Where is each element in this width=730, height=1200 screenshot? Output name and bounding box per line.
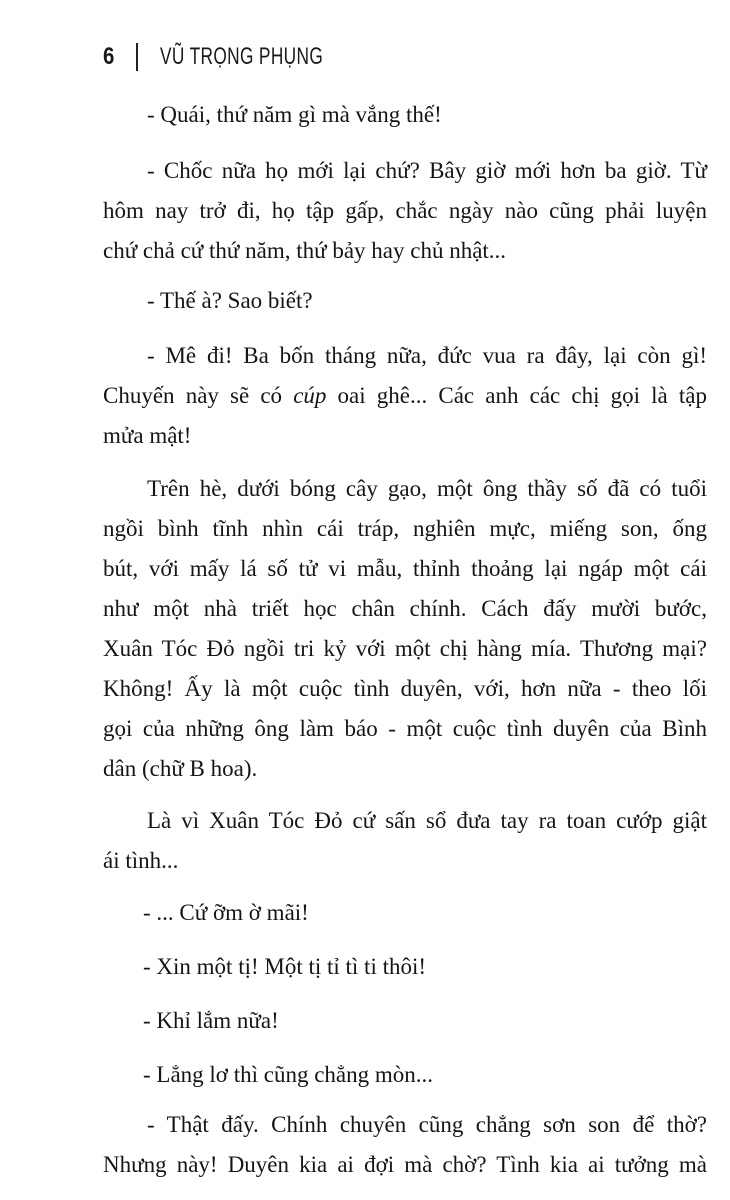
text-line: - Xin một tị! Một tị tỉ tì ti thôi! [143, 954, 427, 979]
text-line: - Thế à? Sao biết? [147, 288, 313, 313]
text-line: Xuân Tóc Đỏ ngồi tri kỷ với một chị hàng mía. Thương mại? [103, 636, 707, 661]
text-line: Nhưng này! Duyên kia ai đợi mà chờ? Tình kia ai tưởng mà [103, 1152, 707, 1177]
text-line: hôm nay trở đi, họ tập gấp, chắc ngày nào cũng phải luyện [103, 198, 707, 223]
text-line: như một nhà triết học chân chính. Cách đấy mười bước, [103, 596, 707, 621]
text-line: Không! Ấy là một cuộc tình duyên, với, hơn nữa - theo lối [103, 676, 707, 701]
text-line: - ... Cứ ỡm ờ mãi! [143, 900, 309, 925]
text-line [103, 381, 707, 411]
text-line: ái tình... [103, 848, 179, 873]
text-line: chứ chả cứ thứ năm, thứ bảy hay chủ nhật... [103, 238, 507, 263]
running-title: VŨ TRỌNG PHỤNG [160, 43, 324, 70]
text-line: Là vì Xuân Tóc Đỏ cứ sấn sổ đưa tay ra toan cướp giật [147, 808, 707, 833]
text-run: Chuyến này sẽ có [103, 383, 294, 408]
text-line: bút, với mấy lá số tử vi mẫu, thỉnh thoảng lại ngáp một cái [103, 556, 707, 581]
text-line: - Lẳng lơ thì cũng chẳng mòn... [143, 1062, 434, 1087]
page-number: 6 [103, 43, 115, 70]
text-line: ngồi bình tĩnh nhìn cái tráp, nghiên mực, miếng son, ống [103, 516, 707, 541]
text-run: oai ghê... Các anh các chị gọi là tập [326, 383, 707, 408]
text-line: - Thật đấy. Chính chuyên cũng chẳng sơn son để thờ? [147, 1112, 707, 1137]
text-line: - Quái, thứ năm gì mà vắng thế! [147, 102, 442, 127]
text-line: dân (chữ B hoa). [103, 756, 258, 781]
text-line: - Khỉ lắm nữa! [143, 1008, 279, 1033]
italic-term: cúp [293, 383, 327, 408]
text-line: - Mê đi! Ba bốn tháng nữa, đức vua ra đây, lại còn gì! [147, 343, 707, 368]
text-line: mửa mật! [103, 423, 192, 448]
running-header [103, 40, 387, 74]
header-divider [136, 43, 138, 71]
text-line: - Chốc nữa họ mới lại chứ? Bây giờ mới hơn ba giờ. Từ [147, 158, 707, 183]
text-line: Trên hè, dưới bóng cây gạo, một ông thầy số đã có tuổi [147, 476, 707, 501]
text-line: gọi của những ông làm báo - một cuộc tình duyên của Bình [103, 716, 707, 741]
